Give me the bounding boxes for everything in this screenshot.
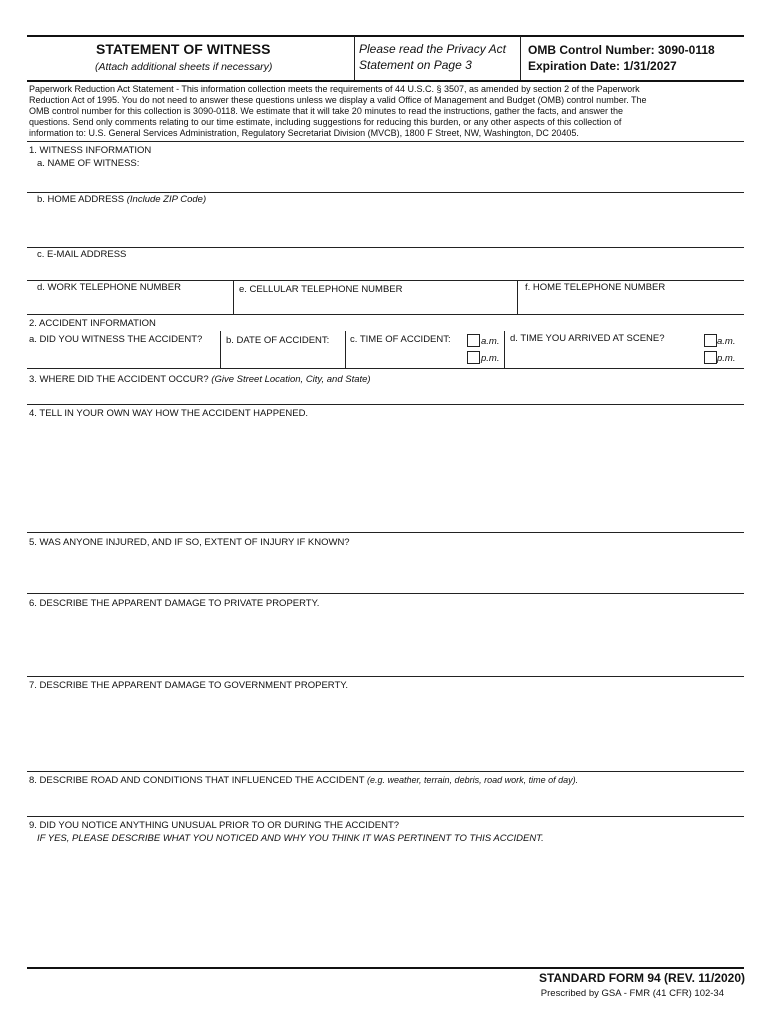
accident-date-input[interactable] (225, 349, 347, 367)
work-phone-label: d. WORK TELEPHONE NUMBER (37, 282, 181, 293)
accident-time-am-checkbox[interactable] (467, 334, 480, 347)
q5-label: 5. WAS ANYONE INJURED, AND IF SO, EXTENT OF INJURY IF KNOWN? (29, 537, 350, 548)
header-bottom-border (27, 80, 744, 82)
row-divider (27, 676, 744, 677)
accident-divider-2 (345, 331, 346, 368)
accident-divider-3 (504, 331, 505, 368)
q3-hint: (Give Street Location, City, and State) (211, 374, 371, 385)
private-damage-input[interactable] (30, 612, 744, 678)
privacy-notice-line2: Statement on Page 3 (359, 58, 472, 72)
row-divider (27, 314, 744, 315)
home-address-hint: (Include ZIP Code) (126, 194, 207, 205)
accident-location-input[interactable] (30, 387, 744, 405)
cell-phone-label: e. CELLULAR TELEPHONE NUMBER (239, 284, 403, 295)
road-conditions-input[interactable] (30, 789, 744, 817)
home-address-label-text: b. HOME ADDRESS (37, 194, 125, 205)
q8-hint: (e.g. weather, terrain, debris, road work, time of day). (367, 775, 579, 785)
expiration-date: Expiration Date: 1/31/2027 (528, 59, 677, 73)
form-subtitle: (Attach additional sheets if necessary) (95, 61, 273, 73)
top-border (27, 35, 744, 37)
phone-divider-1 (233, 281, 234, 314)
footer-border (27, 967, 744, 969)
government-damage-input[interactable] (30, 694, 744, 772)
q7-label: 7. DESCRIBE THE APPARENT DAMAGE TO GOVERNMENT PROPERTY. (29, 680, 349, 691)
accident-divider-1 (220, 331, 221, 368)
row-divider (27, 247, 744, 248)
accident-time-pm-checkbox[interactable] (467, 351, 480, 364)
row-divider (27, 368, 744, 369)
q8-text: 8. DESCRIBE ROAD AND CONDITIONS THAT INFLUENCED THE ACCIDENT (29, 775, 365, 786)
arrival-time-pm-checkbox[interactable] (704, 351, 717, 364)
home-phone-label: f. HOME TELEPHONE NUMBER (525, 282, 666, 293)
q3-label (29, 374, 371, 385)
phone-divider-2 (517, 281, 518, 314)
section2-heading: 2. ACCIDENT INFORMATION (29, 318, 156, 329)
arrival-time-am-checkbox[interactable] (704, 334, 717, 347)
row-divider (27, 816, 744, 817)
header-divider-2 (520, 36, 521, 80)
email-label: c. E-MAIL ADDRESS (37, 249, 127, 260)
prescribed-by: Prescribed by GSA - FMR (41 CFR) 102-34 (540, 988, 724, 999)
witness-name-label: a. NAME OF WITNESS: (37, 158, 140, 169)
injury-input[interactable] (30, 551, 744, 595)
form-identifier: STANDARD FORM 94 (REV. 11/2020) (538, 971, 745, 985)
arrival-time-am-label: a.m. (717, 336, 736, 347)
q9-label: 9. DID YOU NOTICE ANYTHING UNUSUAL PRIOR TO OR DURING THE ACCIDENT? (29, 820, 400, 831)
arrival-time-pm-label: p.m. (717, 353, 736, 364)
paperwork-divider (27, 141, 744, 142)
row-divider (27, 404, 744, 405)
row-divider (27, 771, 744, 772)
accident-date-label: b. DATE OF ACCIDENT: (226, 335, 330, 346)
accident-description-input[interactable] (30, 422, 744, 534)
q9-hint: IF YES, PLEASE DESCRIBE WHAT YOU NOTICED AND WHY YOU THINK IT WAS PERTINENT TO THIS ACCIDENT. (37, 833, 544, 844)
witness-accident-input[interactable] (30, 348, 220, 366)
home-address-input[interactable] (34, 208, 743, 248)
paperwork-line: questions. Send only comments relating to our time estimate, including suggestions for reducing this burden, or any other aspects of this collection of (29, 117, 622, 127)
witness-name-input[interactable] (34, 172, 743, 192)
section1-heading: 1. WITNESS INFORMATION (29, 145, 152, 156)
witness-accident-label: a. DID YOU WITNESS THE ACCIDENT? (29, 334, 203, 345)
row-divider (27, 593, 744, 594)
q6-label: 6. DESCRIBE THE APPARENT DAMAGE TO PRIVATE PROPERTY. (29, 598, 320, 609)
q8-label (29, 775, 578, 786)
row-divider (27, 192, 744, 193)
row-divider (27, 532, 744, 533)
arrival-time-label: d. TIME YOU ARRIVED AT SCENE? (510, 333, 665, 344)
header-divider-1 (354, 36, 355, 80)
paperwork-line: OMB control number for this collection is 3090-0118. We estimate that it will take 20 minutes to read the instructions, gather the facts, and answer the (29, 106, 623, 116)
unusual-observation-input[interactable] (30, 848, 744, 968)
form-title: STATEMENT OF WITNESS (96, 41, 271, 57)
q4-label: 4. TELL IN YOUR OWN WAY HOW THE ACCIDENT HAPPENED. (29, 408, 309, 419)
paperwork-statement (29, 84, 744, 139)
accident-time-am-label: a.m. (481, 336, 500, 347)
paperwork-line: information to: U.S. General Services Administration, Regulatory Secretariat Division (MVCB), 1800 F Street, NW, Washington, DC 20405. (29, 128, 579, 138)
q3-text: 3. WHERE DID THE ACCIDENT OCCUR? (29, 374, 209, 385)
paperwork-line: Paperwork Reduction Act Statement - This information collection meets the requirements of 44 U.S.C. § 3507, as amended by section 2 of the Paperwork (29, 84, 640, 94)
home-phone-input[interactable] (522, 296, 744, 314)
accident-time-pm-label: p.m. (481, 353, 500, 364)
cell-phone-input[interactable] (238, 297, 518, 315)
omb-control-number: OMB Control Number: 3090-0118 (528, 43, 715, 57)
work-phone-input[interactable] (34, 296, 234, 314)
privacy-notice-line1: Please read the Privacy Act (359, 42, 506, 56)
email-input[interactable] (34, 262, 743, 280)
home-address-label (37, 194, 206, 205)
accident-time-label: c. TIME OF ACCIDENT: (350, 334, 451, 345)
paperwork-line: Reduction Act of 1995. You do not need to answer these questions unless we display a valid Office of Management and Budget (OMB) control number. The (29, 95, 647, 105)
row-divider (27, 280, 744, 281)
